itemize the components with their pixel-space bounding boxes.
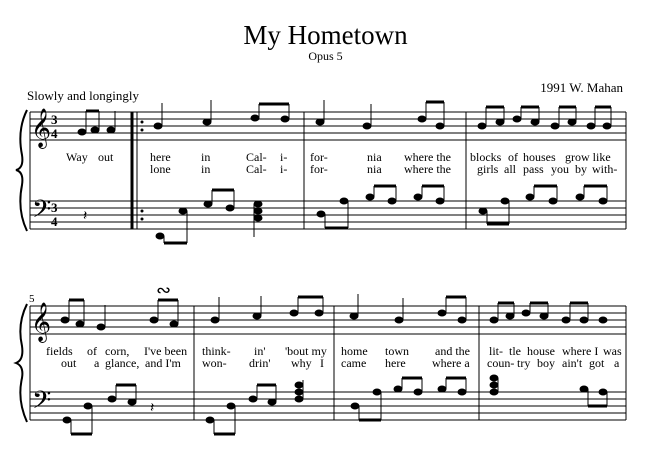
lyric: lit- bbox=[489, 344, 503, 358]
bass-clef-1: 𝄢 bbox=[32, 196, 52, 229]
lyric: in' bbox=[254, 344, 266, 358]
lyric: out bbox=[98, 150, 114, 164]
tempo-marking: Slowly and longingly bbox=[27, 88, 139, 103]
lyric: out bbox=[61, 356, 77, 370]
lyric: girls bbox=[477, 162, 499, 176]
brace-1 bbox=[16, 110, 27, 231]
score-glyph: 4 bbox=[51, 126, 58, 141]
lyric: grow like bbox=[565, 150, 611, 164]
lyrics-system-1 bbox=[66, 150, 617, 176]
lyric: nia bbox=[367, 162, 382, 176]
notes-pickup bbox=[78, 111, 115, 135]
piece-title: My Hometown bbox=[243, 20, 408, 50]
score-glyph: 𝄽 bbox=[150, 401, 155, 416]
lyric: with- bbox=[592, 162, 618, 176]
lyric: for- bbox=[310, 162, 328, 176]
lyric: coun- bbox=[487, 356, 515, 370]
system-2 bbox=[16, 280, 626, 434]
bass-clef-2: 𝄢 bbox=[32, 387, 52, 420]
lyric: of bbox=[87, 344, 97, 358]
treble-clef-1: 𝄞 bbox=[31, 110, 52, 147]
lyric: why bbox=[291, 356, 312, 370]
lyric: in bbox=[201, 150, 211, 164]
lyric: a bbox=[94, 356, 100, 370]
lyric: by bbox=[575, 162, 587, 176]
score-glyph: 4 bbox=[51, 214, 58, 229]
lyric: for- bbox=[310, 150, 328, 164]
lyric: where the bbox=[404, 150, 451, 164]
treble-staff-1 bbox=[30, 112, 626, 140]
brace-2 bbox=[16, 304, 27, 422]
lyric: glance, bbox=[105, 356, 140, 370]
lyric: corn, bbox=[105, 344, 130, 358]
lyric: ain't bbox=[562, 356, 583, 370]
lyric: and the bbox=[435, 344, 470, 358]
score-glyph: 𝄽 bbox=[83, 209, 88, 224]
lyric: town bbox=[385, 344, 409, 358]
lyric: try bbox=[517, 356, 531, 370]
opus-number: Opus 5 bbox=[308, 49, 343, 63]
lyric: Cal- bbox=[246, 162, 267, 176]
lyric: house bbox=[527, 344, 555, 358]
lyric: lone bbox=[150, 162, 171, 176]
lyric: came bbox=[341, 356, 367, 370]
lyric: I bbox=[320, 356, 324, 370]
score-glyph: ∾ bbox=[156, 280, 172, 300]
treble-staff-2 bbox=[30, 306, 626, 334]
lyric: was bbox=[603, 344, 622, 358]
lyric: fields bbox=[46, 344, 73, 358]
lyric: boy bbox=[537, 356, 555, 370]
lyric: Way bbox=[66, 150, 88, 164]
lyric: i- bbox=[280, 162, 288, 176]
lyric: think- bbox=[202, 344, 231, 358]
lyric: got bbox=[589, 356, 605, 370]
lyric: you bbox=[551, 162, 569, 176]
lyric: of bbox=[508, 150, 518, 164]
bass-staff-1 bbox=[30, 201, 626, 229]
lyric: where I bbox=[562, 344, 599, 358]
lyric: won- bbox=[202, 356, 227, 370]
lyric: I've been bbox=[144, 344, 188, 358]
lyric: Cal- bbox=[246, 150, 267, 164]
lyric: 'bout my bbox=[285, 344, 327, 358]
lyric: and I'm bbox=[145, 356, 181, 370]
lyric: in bbox=[201, 162, 211, 176]
lyric: here bbox=[385, 356, 406, 370]
lyric: where the bbox=[404, 162, 451, 176]
measure-number: 5 bbox=[29, 293, 35, 305]
lyric: tle bbox=[509, 344, 521, 358]
lyric: where a bbox=[432, 356, 470, 370]
lyric: all bbox=[504, 162, 516, 176]
composer-credit: 1991 W. Mahan bbox=[540, 80, 623, 95]
system-1 bbox=[16, 100, 626, 243]
lyric: nia bbox=[367, 150, 382, 164]
lyric: drin' bbox=[249, 356, 271, 370]
treble-clef-2: 𝄞 bbox=[31, 304, 52, 341]
lyric: pass bbox=[523, 162, 544, 176]
score-glyph: 3 bbox=[51, 200, 58, 215]
lyric: i- bbox=[280, 150, 288, 164]
lyric: houses bbox=[523, 150, 556, 164]
lyric: a bbox=[614, 356, 620, 370]
score-glyph: 3 bbox=[51, 112, 58, 127]
bass-staff-2 bbox=[30, 392, 626, 420]
lyric: here bbox=[150, 150, 171, 164]
lyric: blocks bbox=[470, 150, 502, 164]
lyric: home bbox=[341, 344, 368, 358]
